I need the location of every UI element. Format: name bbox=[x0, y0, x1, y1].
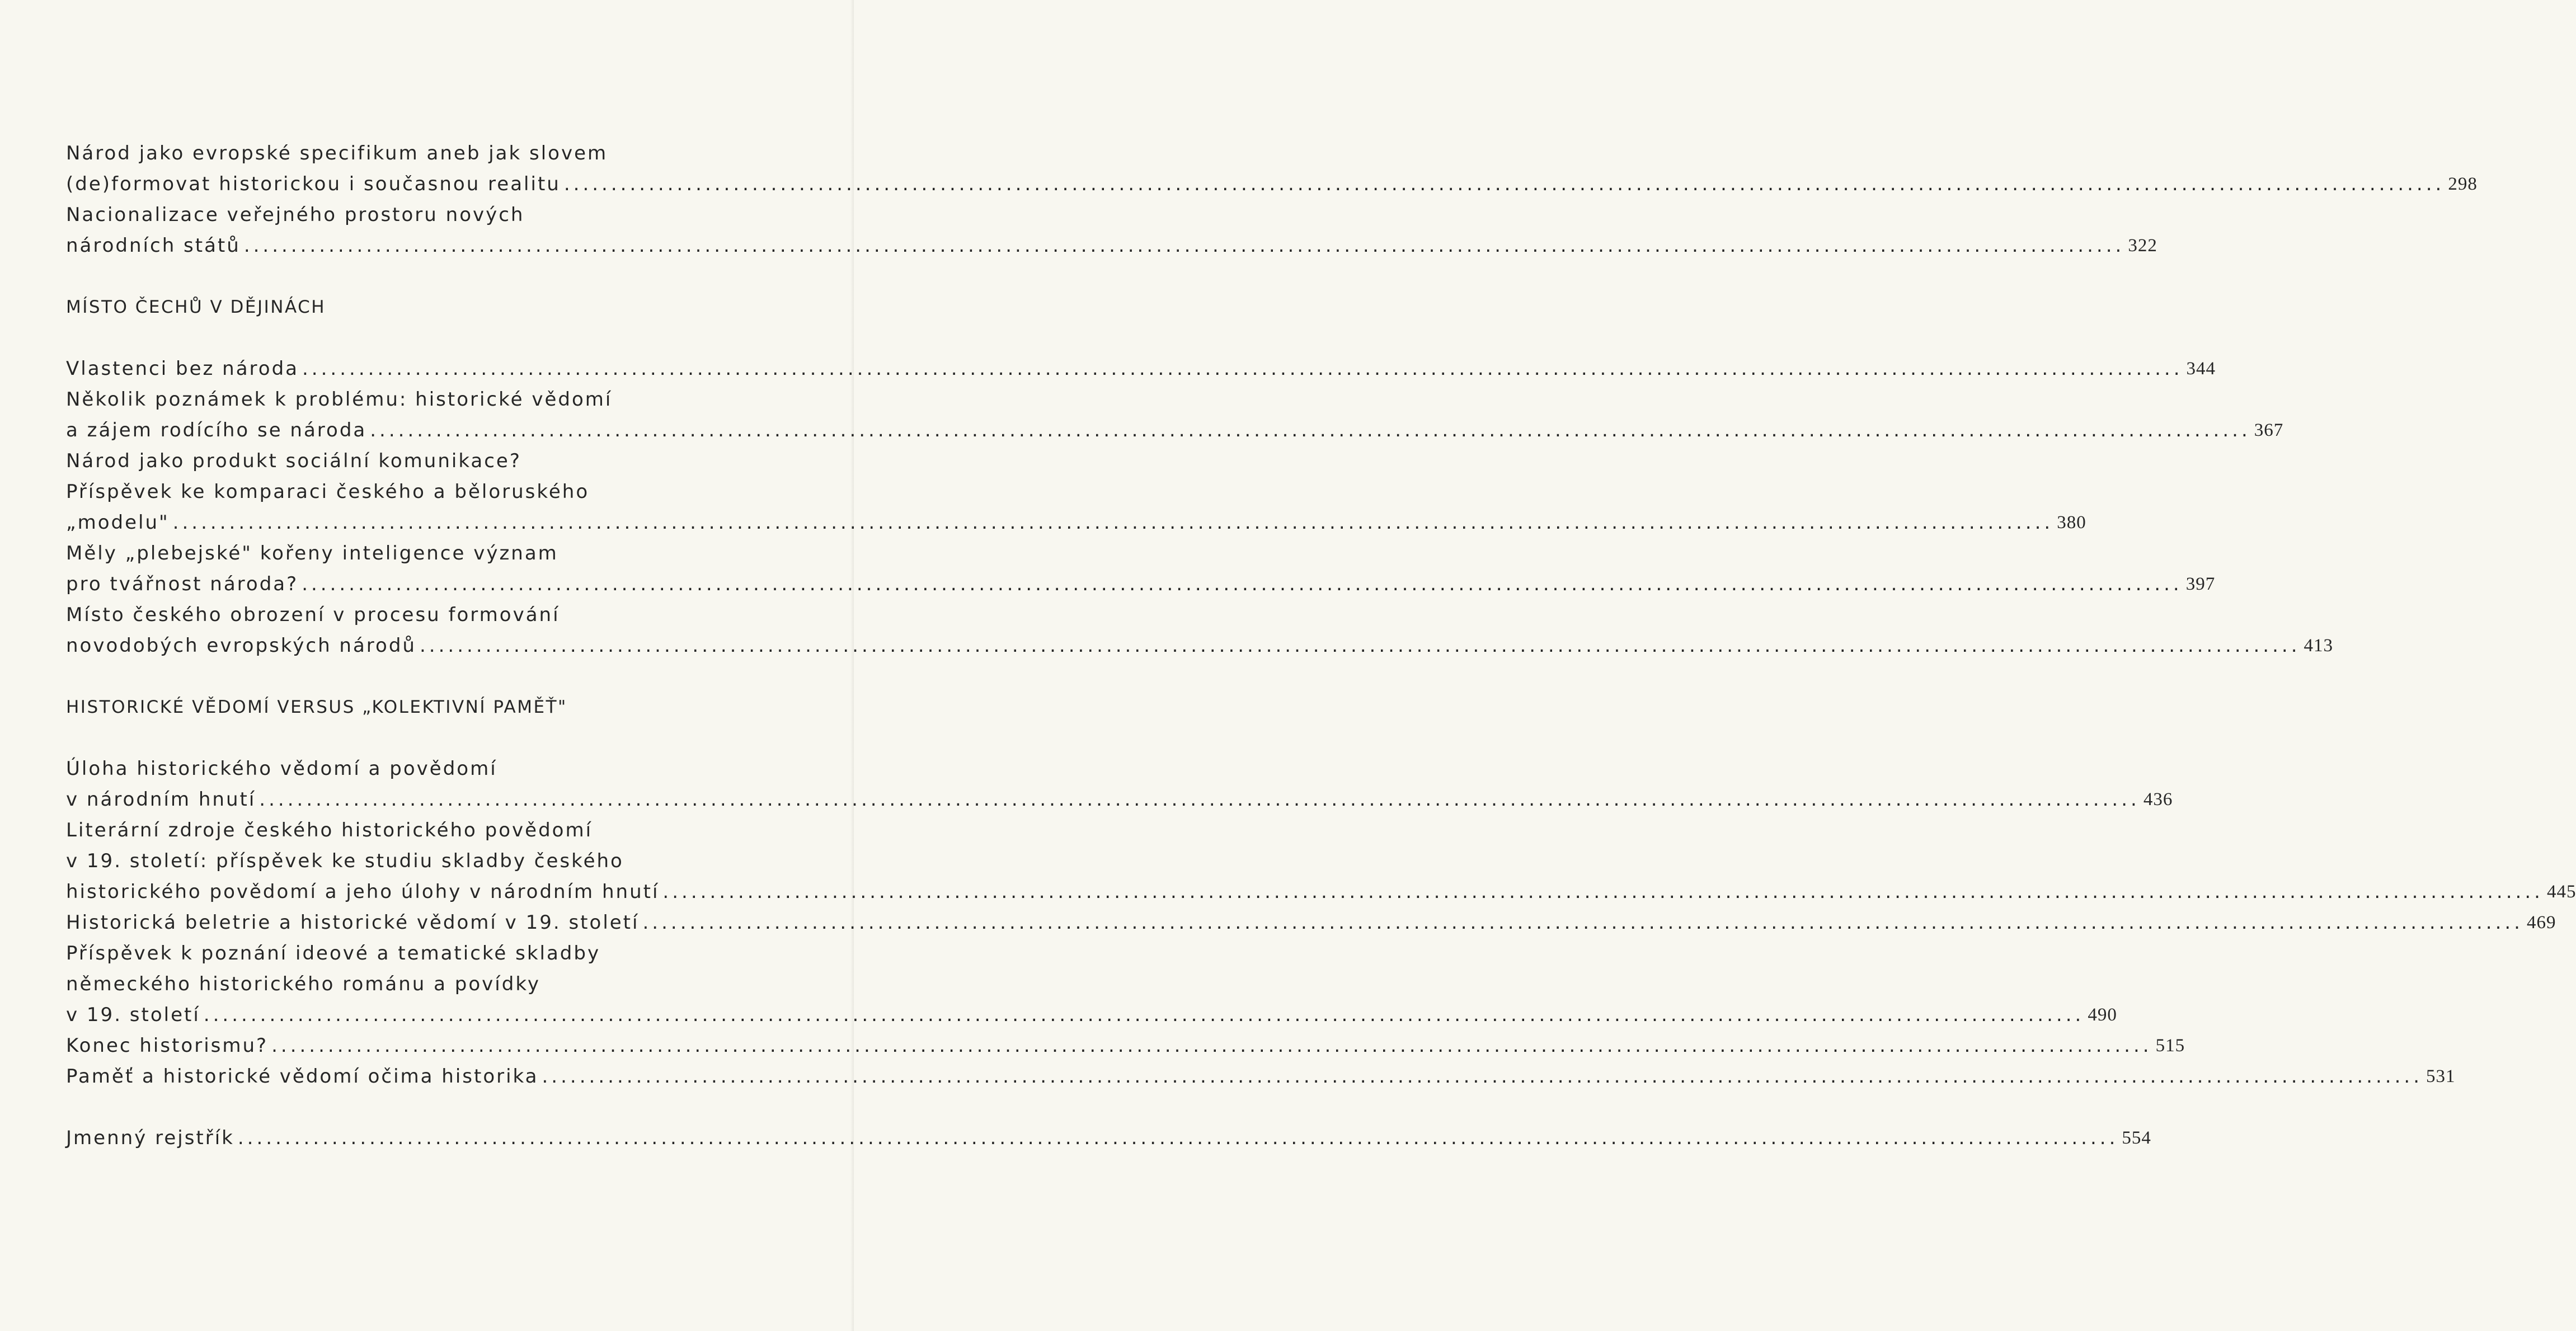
page-number: 413 bbox=[2304, 636, 2334, 656]
page-number: 322 bbox=[2128, 236, 2157, 256]
dot-leader: ........................................................................................................................................................................................................ bbox=[302, 573, 2183, 595]
dot-leader: ........................................................................................................................................................................................................ bbox=[259, 788, 2140, 811]
toc-entry bbox=[66, 596, 2334, 657]
section-heading bbox=[66, 688, 782, 719]
toc-entry bbox=[66, 934, 2117, 1027]
toc-entry-text: v 19. století bbox=[66, 1004, 200, 1026]
dot-leader: ........................................................................................................................................................................................................ bbox=[302, 358, 2183, 380]
dot-leader: ........................................................................................................................................................................................................ bbox=[370, 419, 2251, 441]
toc-entry bbox=[66, 904, 2556, 934]
toc-entry-line bbox=[66, 350, 2216, 380]
dot-leader: ........................................................................................................................................................................................................ bbox=[172, 511, 2054, 534]
toc-entry-text: „modelu" bbox=[66, 511, 170, 534]
toc-entry-index bbox=[66, 1119, 2151, 1150]
dot-leader: ........................................................................................................................................................................................................ bbox=[542, 1065, 2423, 1088]
toc-entry-text: Měly „plebejské" kořeny inteligence význam bbox=[66, 542, 558, 565]
toc-entry-line bbox=[66, 904, 2556, 934]
toc-entry-line bbox=[66, 1057, 2456, 1088]
toc-entry-line bbox=[66, 227, 2157, 257]
toc-entry-line bbox=[66, 873, 2576, 904]
dot-leader: ........................................................................................................................................................................................................ bbox=[563, 173, 2445, 195]
toc-entry-line bbox=[66, 596, 782, 627]
spacer bbox=[66, 257, 782, 288]
page-number: 380 bbox=[2057, 512, 2086, 533]
toc-entry-line bbox=[66, 411, 2284, 442]
toc-entry-text: (de)formovat historickou i současnou realitu bbox=[66, 173, 561, 195]
toc-entry-text: Místo českého obrození v procesu formování bbox=[66, 604, 560, 626]
toc-entry-text: Příspěvek k poznání ideové a tematické skladby bbox=[66, 942, 601, 965]
toc-entry-text: Paměť a historické vědomí očima historika bbox=[66, 1065, 539, 1088]
toc-entry-text: novodobých evropských národů bbox=[66, 634, 416, 657]
toc-entry-line bbox=[66, 442, 782, 473]
toc-entry-text: Jmenný rejstřík bbox=[66, 1127, 234, 1149]
page-number: 298 bbox=[2448, 174, 2478, 194]
spacer bbox=[66, 657, 782, 688]
toc-entry-line bbox=[66, 196, 782, 227]
toc-entry-text: v národním hnutí bbox=[66, 788, 256, 811]
toc-entry-text: Historická beletrie a historické vědomí v 19. století bbox=[66, 911, 640, 934]
toc-entry-text: národních států bbox=[66, 234, 241, 257]
section-heading bbox=[66, 288, 782, 319]
toc-entry-line bbox=[66, 1027, 2185, 1057]
dot-leader: ........................................................................................................................................................................................................ bbox=[419, 634, 2301, 657]
dot-leader: ........................................................................................................................................................................................................ bbox=[662, 881, 2544, 903]
toc-entry-line bbox=[66, 996, 2117, 1027]
page-number: 531 bbox=[2426, 1066, 2456, 1087]
spacer bbox=[66, 319, 782, 350]
toc-entry-line bbox=[66, 504, 2086, 534]
toc-entry-text: v 19. století: příspěvek ke studiu skladby českého bbox=[66, 850, 624, 872]
toc-entry-text: Literární zdroje českého historického povědomí bbox=[66, 819, 593, 841]
page-number: 397 bbox=[2185, 574, 2216, 594]
page-number: 436 bbox=[2143, 789, 2173, 810]
spacer bbox=[66, 719, 782, 750]
toc-entry-line bbox=[66, 565, 2216, 596]
page-number: 367 bbox=[2254, 420, 2284, 440]
toc-entry-line bbox=[66, 1119, 2151, 1150]
toc-entry bbox=[66, 196, 2157, 257]
toc-entry-text: historického povědomí a jeho úlohy v národním hnutí bbox=[66, 881, 660, 903]
page-number: 515 bbox=[2155, 1036, 2185, 1056]
toc-entry bbox=[66, 380, 2284, 442]
dot-leader: ........................................................................................................................................................................................................ bbox=[237, 1127, 2119, 1149]
toc-entry-text: a zájem rodícího se národa bbox=[66, 419, 367, 441]
toc-entry-line bbox=[66, 965, 782, 996]
page-number: 344 bbox=[2186, 359, 2216, 379]
toc-entry bbox=[66, 811, 2576, 904]
toc-entry-text: německého historického románu a povídky bbox=[66, 973, 540, 995]
toc-entry-line bbox=[66, 473, 782, 504]
dot-leader: ........................................................................................................................................................................................................ bbox=[642, 911, 2523, 934]
toc-entry bbox=[66, 442, 2086, 534]
toc-entry-line bbox=[66, 780, 2173, 811]
toc-entry-line bbox=[66, 534, 782, 565]
dot-leader: ........................................................................................................................................................................................................ bbox=[243, 234, 2125, 257]
toc-entry-line bbox=[66, 380, 782, 411]
section-heading-text: MÍSTO ČECHŮ V DĚJINÁCH bbox=[66, 297, 326, 317]
toc-entry-text: Úloha historického vědomí a povědomí bbox=[66, 758, 497, 780]
toc-entry bbox=[66, 1027, 2185, 1057]
toc-entry-text: Několik poznámek k problému: historické vědomí bbox=[66, 388, 613, 411]
spacer bbox=[66, 1088, 782, 1119]
toc-entry-line bbox=[66, 627, 2334, 657]
toc-entry-line bbox=[66, 934, 782, 965]
section-heading-text: HISTORICKÉ VĚDOMÍ VERSUS „KOLEKTIVNÍ PAMĚŤ" bbox=[66, 697, 567, 717]
toc-entry bbox=[66, 750, 2173, 811]
page-number: 554 bbox=[2122, 1128, 2151, 1148]
toc-entry bbox=[66, 534, 2216, 596]
toc-entry-text: pro tvářnost národa? bbox=[66, 573, 299, 595]
page-number: 469 bbox=[2527, 913, 2556, 933]
dot-leader: ........................................................................................................................................................................................................ bbox=[271, 1034, 2152, 1057]
toc-entry-text: Nacionalizace veřejného prostoru nových bbox=[66, 204, 525, 226]
toc-entry-text: Vlastenci bez národa bbox=[66, 358, 299, 380]
toc-entry-text: Národ jako evropské specifikum aneb jak slovem bbox=[66, 142, 608, 164]
page-number: 445 bbox=[2546, 882, 2576, 902]
toc-entry bbox=[66, 1057, 2456, 1088]
dot-leader: ........................................................................................................................................................................................................ bbox=[203, 1004, 2085, 1026]
table-of-contents bbox=[66, 134, 2576, 1150]
page-number: 490 bbox=[2088, 1005, 2117, 1025]
toc-entry-line bbox=[66, 811, 782, 842]
toc-entry bbox=[66, 134, 2478, 196]
toc-entry-line bbox=[66, 134, 782, 165]
toc-entry-text: Národ jako produkt sociální komunikace? bbox=[66, 450, 521, 472]
toc-entry-line bbox=[66, 750, 782, 780]
toc-entry-text: Konec historismu? bbox=[66, 1034, 269, 1057]
toc-entry-line bbox=[66, 165, 2478, 196]
toc-entry-text: Příspěvek ke komparaci českého a běloruského bbox=[66, 481, 590, 503]
toc-entry bbox=[66, 350, 2216, 380]
toc-entry-line bbox=[66, 842, 782, 873]
